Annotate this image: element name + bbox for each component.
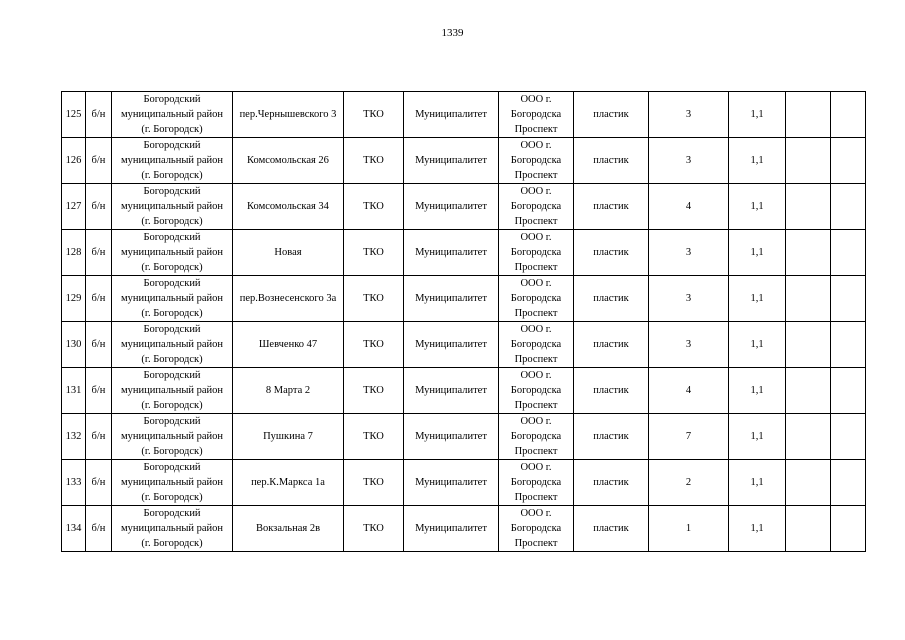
- container-count: 7: [685, 431, 692, 442]
- container-count: 4: [685, 385, 692, 396]
- row-number-cell: [62, 506, 86, 552]
- waste-site-table: [61, 91, 866, 552]
- district-line-2: муниципальный район: [120, 201, 224, 212]
- operator-cell: [499, 92, 574, 138]
- operator-cell: [499, 368, 574, 414]
- operator-cell: [499, 184, 574, 230]
- waste-type: ТКО: [363, 109, 384, 120]
- count-cell: [649, 230, 729, 276]
- row-number-cell: [62, 184, 86, 230]
- operator-line-3: Проспект: [514, 262, 558, 273]
- owner: Муниципалитет: [415, 523, 487, 534]
- extra-cell-2: [831, 230, 866, 276]
- table-row: [62, 138, 866, 184]
- container-count: 3: [685, 293, 692, 304]
- owner-cell: [404, 460, 499, 506]
- material-cell: [574, 92, 649, 138]
- district-cell: [112, 92, 233, 138]
- row-number: 127: [65, 201, 82, 212]
- waste-type: ТКО: [363, 477, 384, 488]
- operator-line-1: ООО г.: [520, 140, 552, 151]
- owner: Муниципалитет: [415, 155, 487, 166]
- owner: Муниципалитет: [415, 385, 487, 396]
- address-cell: [233, 138, 344, 184]
- district-line-3: (г. Богородск): [141, 538, 203, 549]
- row-number-cell: [62, 460, 86, 506]
- extra-cell-1: [786, 276, 831, 322]
- operator-line-2: Богородска: [510, 431, 562, 442]
- district-line-2: муниципальный район: [120, 109, 224, 120]
- table-row: [62, 368, 866, 414]
- waste-type-cell: [344, 184, 404, 230]
- operator-line-2: Богородска: [510, 201, 562, 212]
- extra-cell-1: [786, 414, 831, 460]
- waste-type: ТКО: [363, 201, 384, 212]
- container-material: пластик: [593, 201, 629, 212]
- operator-line-2: Богородска: [510, 523, 562, 534]
- operator-cell: [499, 460, 574, 506]
- owner-cell: [404, 138, 499, 184]
- address-cell: [233, 506, 344, 552]
- material-cell: [574, 368, 649, 414]
- table-body: [62, 92, 866, 552]
- waste-type: ТКО: [363, 247, 384, 258]
- waste-type-cell: [344, 322, 404, 368]
- operator-line-1: ООО г.: [520, 324, 552, 335]
- container-count: 3: [685, 155, 692, 166]
- address-cell: [233, 230, 344, 276]
- operator-line-3: Проспект: [514, 216, 558, 227]
- waste-type-cell: [344, 506, 404, 552]
- district-line-3: (г. Богородск): [141, 354, 203, 365]
- address-cell: [233, 368, 344, 414]
- waste-type: ТКО: [363, 339, 384, 350]
- count-cell: [649, 276, 729, 322]
- container-count: 1: [685, 523, 692, 534]
- district-cell: [112, 460, 233, 506]
- operator-cell: [499, 276, 574, 322]
- row-number-cell: [62, 322, 86, 368]
- count-cell: [649, 368, 729, 414]
- count-cell: [649, 92, 729, 138]
- no-number-cell: [86, 460, 112, 506]
- container-material: пластик: [593, 339, 629, 350]
- waste-type-cell: [344, 368, 404, 414]
- extra-cell-1: [786, 506, 831, 552]
- no-number-cell: [86, 414, 112, 460]
- count-cell: [649, 506, 729, 552]
- extra-cell-2: [831, 92, 866, 138]
- material-cell: [574, 138, 649, 184]
- row-number: 134: [65, 523, 82, 534]
- district-line-3: (г. Богородск): [141, 400, 203, 411]
- operator-line-3: Проспект: [514, 354, 558, 365]
- row-number: 133: [65, 477, 82, 488]
- owner: Муниципалитет: [415, 109, 487, 120]
- operator-line-2: Богородска: [510, 109, 562, 120]
- container-material: пластик: [593, 109, 629, 120]
- extra-cell-2: [831, 506, 866, 552]
- district-line-1: Богородский: [143, 416, 201, 427]
- waste-type: ТКО: [363, 385, 384, 396]
- count-cell: [649, 184, 729, 230]
- district-line-3: (г. Богородск): [141, 262, 203, 273]
- container-volume: 1,1: [750, 477, 764, 488]
- container-material: пластик: [593, 523, 629, 534]
- operator-line-3: Проспект: [514, 124, 558, 135]
- operator-line-3: Проспект: [514, 538, 558, 549]
- operator-line-2: Богородска: [510, 385, 562, 396]
- operator-line-2: Богородска: [510, 293, 562, 304]
- material-cell: [574, 460, 649, 506]
- page-number: 1339: [441, 27, 464, 39]
- owner-cell: [404, 92, 499, 138]
- district-cell: [112, 414, 233, 460]
- district-line-3: (г. Богородск): [141, 308, 203, 319]
- district-cell: [112, 138, 233, 184]
- volume-cell: [729, 276, 786, 322]
- container-material: пластик: [593, 293, 629, 304]
- operator-line-1: ООО г.: [520, 370, 552, 381]
- owner: Муниципалитет: [415, 339, 487, 350]
- operator-line-2: Богородска: [510, 339, 562, 350]
- extra-cell-1: [786, 184, 831, 230]
- district-cell: [112, 506, 233, 552]
- district-line-3: (г. Богородск): [141, 492, 203, 503]
- district-line-1: Богородский: [143, 370, 201, 381]
- table-row: [62, 184, 866, 230]
- owner-cell: [404, 230, 499, 276]
- waste-type-cell: [344, 230, 404, 276]
- row-number-cell: [62, 92, 86, 138]
- operator-line-2: Богородска: [510, 155, 562, 166]
- no-number-mark: б/н: [91, 339, 106, 350]
- container-material: пластик: [593, 431, 629, 442]
- row-number-cell: [62, 414, 86, 460]
- container-material: пластик: [593, 247, 629, 258]
- no-number-mark: б/н: [91, 293, 106, 304]
- container-volume: 1,1: [750, 109, 764, 120]
- no-number-mark: б/н: [91, 523, 106, 534]
- address: Комсомольская 34: [247, 201, 329, 212]
- district-cell: [112, 368, 233, 414]
- table-row: [62, 230, 866, 276]
- operator-line-1: ООО г.: [520, 186, 552, 197]
- no-number-mark: б/н: [91, 385, 106, 396]
- volume-cell: [729, 368, 786, 414]
- operator-line-1: ООО г.: [520, 278, 552, 289]
- table-row: [62, 414, 866, 460]
- operator-line-2: Богородска: [510, 477, 562, 488]
- waste-type: ТКО: [363, 155, 384, 166]
- container-material: пластик: [593, 477, 629, 488]
- owner-cell: [404, 414, 499, 460]
- district-line-2: муниципальный район: [120, 523, 224, 534]
- no-number-cell: [86, 276, 112, 322]
- row-number-cell: [62, 368, 86, 414]
- container-volume: 1,1: [750, 339, 764, 350]
- no-number-cell: [86, 368, 112, 414]
- extra-cell-2: [831, 460, 866, 506]
- row-number: 129: [65, 293, 82, 304]
- district-line-1: Богородский: [143, 140, 201, 151]
- address: Вокзальная 2в: [255, 523, 321, 534]
- address-cell: [233, 92, 344, 138]
- operator-line-1: ООО г.: [520, 416, 552, 427]
- material-cell: [574, 230, 649, 276]
- volume-cell: [729, 230, 786, 276]
- district-line-3: (г. Богородск): [141, 216, 203, 227]
- waste-type-cell: [344, 276, 404, 322]
- table-row: [62, 460, 866, 506]
- material-cell: [574, 322, 649, 368]
- row-number: 131: [65, 385, 82, 396]
- extra-cell-2: [831, 368, 866, 414]
- waste-type: ТКО: [363, 293, 384, 304]
- district-line-1: Богородский: [143, 278, 201, 289]
- operator-cell: [499, 230, 574, 276]
- volume-cell: [729, 184, 786, 230]
- address-cell: [233, 414, 344, 460]
- row-number: 125: [65, 109, 82, 120]
- table-row: [62, 92, 866, 138]
- material-cell: [574, 414, 649, 460]
- address: Шевченко 47: [258, 339, 318, 350]
- waste-type-cell: [344, 414, 404, 460]
- extra-cell-1: [786, 138, 831, 184]
- district-line-1: Богородский: [143, 462, 201, 473]
- extra-cell-1: [786, 230, 831, 276]
- container-volume: 1,1: [750, 385, 764, 396]
- material-cell: [574, 184, 649, 230]
- extra-cell-2: [831, 184, 866, 230]
- operator-line-1: ООО г.: [520, 232, 552, 243]
- address: Новая: [274, 247, 302, 258]
- container-count: 4: [685, 201, 692, 212]
- container-volume: 1,1: [750, 247, 764, 258]
- district-line-3: (г. Богородск): [141, 124, 203, 135]
- operator-line-1: ООО г.: [520, 508, 552, 519]
- address: 8 Марта 2: [265, 385, 311, 396]
- no-number-mark: б/н: [91, 247, 106, 258]
- waste-type-cell: [344, 92, 404, 138]
- no-number-mark: б/н: [91, 201, 106, 212]
- no-number-mark: б/н: [91, 431, 106, 442]
- no-number-cell: [86, 506, 112, 552]
- district-line-2: муниципальный район: [120, 339, 224, 350]
- material-cell: [574, 276, 649, 322]
- row-number-cell: [62, 276, 86, 322]
- extra-cell-2: [831, 322, 866, 368]
- row-number: 126: [65, 155, 82, 166]
- district-line-1: Богородский: [143, 232, 201, 243]
- volume-cell: [729, 322, 786, 368]
- address-cell: [233, 460, 344, 506]
- operator-line-2: Богородска: [510, 247, 562, 258]
- waste-type: ТКО: [363, 523, 384, 534]
- district-line-3: (г. Богородск): [141, 446, 203, 457]
- volume-cell: [729, 506, 786, 552]
- no-number-cell: [86, 230, 112, 276]
- no-number-mark: б/н: [91, 155, 106, 166]
- operator-line-3: Проспект: [514, 308, 558, 319]
- extra-cell-2: [831, 276, 866, 322]
- extra-cell-1: [786, 460, 831, 506]
- address-cell: [233, 276, 344, 322]
- district-line-2: муниципальный район: [120, 155, 224, 166]
- operator-cell: [499, 322, 574, 368]
- district-line-1: Богородский: [143, 508, 201, 519]
- container-volume: 1,1: [750, 523, 764, 534]
- table-row: [62, 506, 866, 552]
- row-number-cell: [62, 138, 86, 184]
- count-cell: [649, 414, 729, 460]
- address: пер.К.Маркса 1а: [251, 477, 325, 488]
- owner-cell: [404, 368, 499, 414]
- district-line-2: муниципальный район: [120, 247, 224, 258]
- address-cell: [233, 184, 344, 230]
- extra-cell-2: [831, 414, 866, 460]
- district-cell: [112, 230, 233, 276]
- container-count: 3: [685, 339, 692, 350]
- address: пер.Вознесенского 3а: [239, 293, 337, 304]
- container-count: 2: [685, 477, 692, 488]
- district-line-2: муниципальный район: [120, 431, 224, 442]
- district-line-1: Богородский: [143, 186, 201, 197]
- owner: Муниципалитет: [415, 293, 487, 304]
- count-cell: [649, 138, 729, 184]
- owner-cell: [404, 506, 499, 552]
- owner: Муниципалитет: [415, 247, 487, 258]
- address-cell: [233, 322, 344, 368]
- no-number-cell: [86, 138, 112, 184]
- operator-line-3: Проспект: [514, 492, 558, 503]
- container-material: пластик: [593, 155, 629, 166]
- operator-line-3: Проспект: [514, 446, 558, 457]
- volume-cell: [729, 92, 786, 138]
- no-number-cell: [86, 92, 112, 138]
- owner: Муниципалитет: [415, 431, 487, 442]
- no-number-mark: б/н: [91, 477, 106, 488]
- no-number-cell: [86, 322, 112, 368]
- row-number-cell: [62, 230, 86, 276]
- district-cell: [112, 184, 233, 230]
- extra-cell-1: [786, 368, 831, 414]
- district-line-2: муниципальный район: [120, 293, 224, 304]
- row-number: 132: [65, 431, 82, 442]
- extra-cell-1: [786, 92, 831, 138]
- operator-cell: [499, 506, 574, 552]
- operator-line-1: ООО г.: [520, 462, 552, 473]
- waste-type-cell: [344, 138, 404, 184]
- container-volume: 1,1: [750, 201, 764, 212]
- district-line-3: (г. Богородск): [141, 170, 203, 181]
- owner-cell: [404, 276, 499, 322]
- volume-cell: [729, 414, 786, 460]
- address: пер.Чернышевского 3: [239, 109, 337, 120]
- container-volume: 1,1: [750, 431, 764, 442]
- district-line-2: муниципальный район: [120, 385, 224, 396]
- volume-cell: [729, 460, 786, 506]
- extra-cell-1: [786, 322, 831, 368]
- district-line-1: Богородский: [143, 324, 201, 335]
- owner-cell: [404, 322, 499, 368]
- operator-line-3: Проспект: [514, 170, 558, 181]
- owner: Муниципалитет: [415, 477, 487, 488]
- extra-cell-2: [831, 138, 866, 184]
- operator-line-3: Проспект: [514, 400, 558, 411]
- waste-type-cell: [344, 460, 404, 506]
- material-cell: [574, 506, 649, 552]
- row-number: 130: [65, 339, 82, 350]
- district-cell: [112, 276, 233, 322]
- table-row: [62, 322, 866, 368]
- owner-cell: [404, 184, 499, 230]
- volume-cell: [729, 138, 786, 184]
- no-number-cell: [86, 184, 112, 230]
- no-number-mark: б/н: [91, 109, 106, 120]
- container-material: пластик: [593, 385, 629, 396]
- district-line-1: Богородский: [143, 94, 201, 105]
- address: Комсомольская 26: [247, 155, 329, 166]
- row-number: 128: [65, 247, 82, 258]
- owner: Муниципалитет: [415, 201, 487, 212]
- district-line-2: муниципальный район: [120, 477, 224, 488]
- table-row: [62, 276, 866, 322]
- count-cell: [649, 322, 729, 368]
- container-count: 3: [685, 247, 692, 258]
- district-cell: [112, 322, 233, 368]
- count-cell: [649, 460, 729, 506]
- address: Пушкина 7: [263, 431, 313, 442]
- container-volume: 1,1: [750, 293, 764, 304]
- waste-type: ТКО: [363, 431, 384, 442]
- operator-cell: [499, 138, 574, 184]
- container-volume: 1,1: [750, 155, 764, 166]
- operator-cell: [499, 414, 574, 460]
- container-count: 3: [685, 109, 692, 120]
- operator-line-1: ООО г.: [520, 94, 552, 105]
